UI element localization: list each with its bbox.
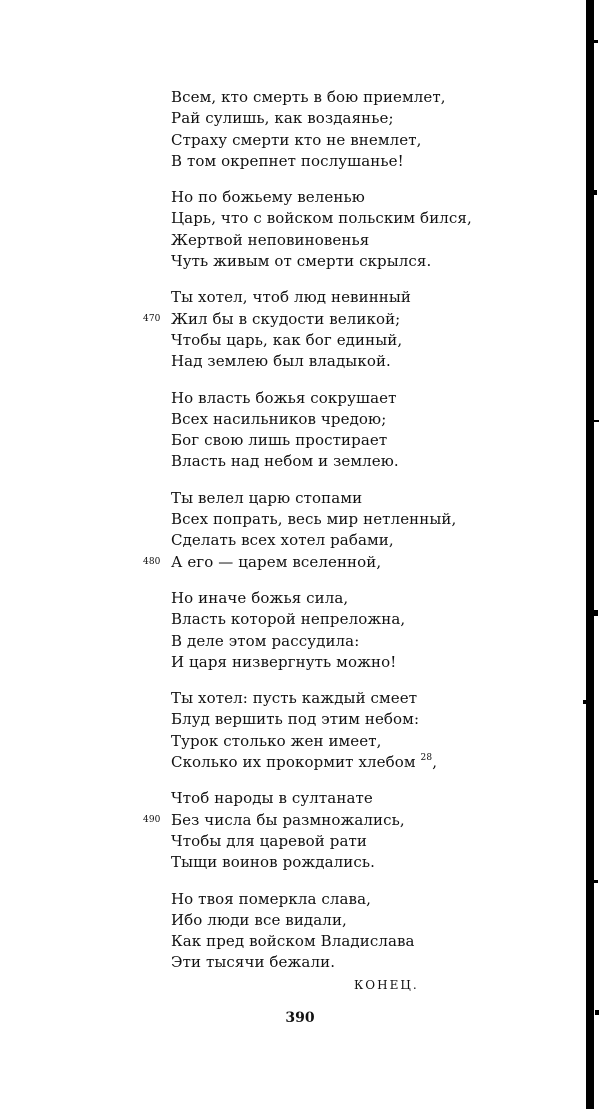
verse-line [171, 752, 531, 773]
verse-text: Сколько их прокормит хлебом [171, 753, 416, 772]
verse-text: Власть которой непреложна, [171, 610, 406, 629]
verse-line [171, 631, 531, 652]
verse-text: Чтоб народы в султанате [171, 789, 373, 808]
verse-line [143, 309, 531, 330]
verse-text: Но твоя померкла слава, [171, 889, 372, 908]
stanza [171, 388, 531, 473]
verse-text: Бог свою лишь простирает [171, 431, 388, 450]
line-number: 480 [143, 556, 161, 567]
verse-text: В деле этом рассудила: [171, 631, 360, 650]
verse-text: Но власть божья сокрушает [171, 388, 397, 407]
verse-text: Всех попрать, весь мир нетленный, [171, 510, 457, 529]
verse-punctuation: , [432, 753, 438, 772]
verse-line [171, 952, 531, 973]
verse-text: Без числа бы размножались, [171, 810, 405, 829]
verse-text: Тыщи воинов рождались. [171, 853, 376, 872]
verse-line [171, 430, 531, 451]
verse-text: И царя низвергнуть можно! [171, 652, 397, 671]
verse-line [171, 889, 531, 910]
verse-text: Эти тысячи бежали. [171, 953, 336, 972]
verse-line [171, 731, 531, 752]
verse-line [143, 810, 531, 831]
verse-line [171, 609, 531, 630]
stanza [143, 287, 531, 372]
verse-line [171, 208, 531, 229]
verse-text: Рай сулишь, как воздаянье; [171, 109, 394, 128]
verse-line [171, 187, 531, 208]
verse-text: Всем, кто смерть в бою приемлет, [171, 88, 446, 106]
verse-text: Царь, что с войском польским бился, [171, 209, 472, 228]
stanza [171, 889, 531, 974]
verse-line [171, 831, 531, 852]
line-number: 490 [143, 814, 161, 825]
verse-text: Чуть живым от смерти скрылся. [171, 252, 432, 271]
verse-text: Но иначе божья сила, [171, 588, 349, 607]
verse-line [171, 588, 531, 609]
verse-text: Жил бы в скудости великой; [171, 309, 401, 328]
verse-line [171, 287, 531, 308]
verse-text: Всех насильников чредою; [171, 409, 387, 428]
line-number: 470 [143, 313, 161, 324]
scan-edge-shadow [580, 0, 600, 1109]
verse-text: Но по божьему веленью [171, 188, 365, 207]
verse-text: Чтобы царь, как бог единый, [171, 330, 403, 349]
stanza [171, 588, 531, 673]
verse-text: Как пред войском Владислава [171, 932, 415, 951]
verse-line [171, 251, 531, 272]
verse-line [171, 451, 531, 472]
verse-text: Страху смерти кто не внемлет, [171, 130, 422, 149]
verse-line [171, 230, 531, 251]
page-number: 390 [285, 1010, 315, 1026]
verse-line [171, 488, 531, 509]
verse-text: В том окрепнет послушанье! [171, 151, 404, 170]
verse-line [171, 509, 531, 530]
stanza [171, 187, 531, 272]
verse-text: Ты хотел: пусть каждый смеет [171, 689, 418, 708]
verse-line [171, 388, 531, 409]
verse-text: Турок столько жен имеет, [171, 731, 382, 750]
verse-text: Ты хотел, чтоб люд невинный [171, 288, 412, 307]
verse-line [171, 351, 531, 372]
end-mark: КОНЕЦ. [354, 978, 419, 992]
stanza [171, 688, 531, 773]
verse-text: Власть над небом и землею. [171, 452, 399, 471]
stanza [143, 788, 531, 873]
poem-text [143, 87, 531, 989]
verse-text: Жертвой неповиновенья [171, 230, 370, 249]
stanza [171, 87, 531, 172]
verse-text: Над землею был владыкой. [171, 352, 391, 371]
verse-line [171, 130, 531, 151]
verse-text: Сделать всех хотел рабами, [171, 531, 394, 550]
verse-line [171, 931, 531, 952]
verse-text: А его — царем вселенной, [171, 552, 382, 571]
footnote-reference: 28 [420, 753, 433, 764]
verse-line [171, 910, 531, 931]
verse-line [171, 87, 531, 108]
verse-text: Блуд вершить под этим небом: [171, 710, 420, 729]
stanza [143, 488, 531, 573]
verse-line [171, 852, 531, 873]
verse-line [171, 330, 531, 351]
verse-line [171, 151, 531, 172]
verse-line [143, 552, 531, 573]
verse-text: Ибо люди все видали, [171, 910, 347, 929]
verse-line [171, 530, 531, 551]
verse-line [171, 409, 531, 430]
verse-text: Чтобы для царевой рати [171, 831, 368, 850]
verse-line [171, 108, 531, 129]
verse-line [171, 652, 531, 673]
verse-text: Ты велел царю стопами [171, 488, 363, 507]
verse-line [171, 788, 531, 809]
verse-line [171, 688, 531, 709]
verse-line [171, 709, 531, 730]
